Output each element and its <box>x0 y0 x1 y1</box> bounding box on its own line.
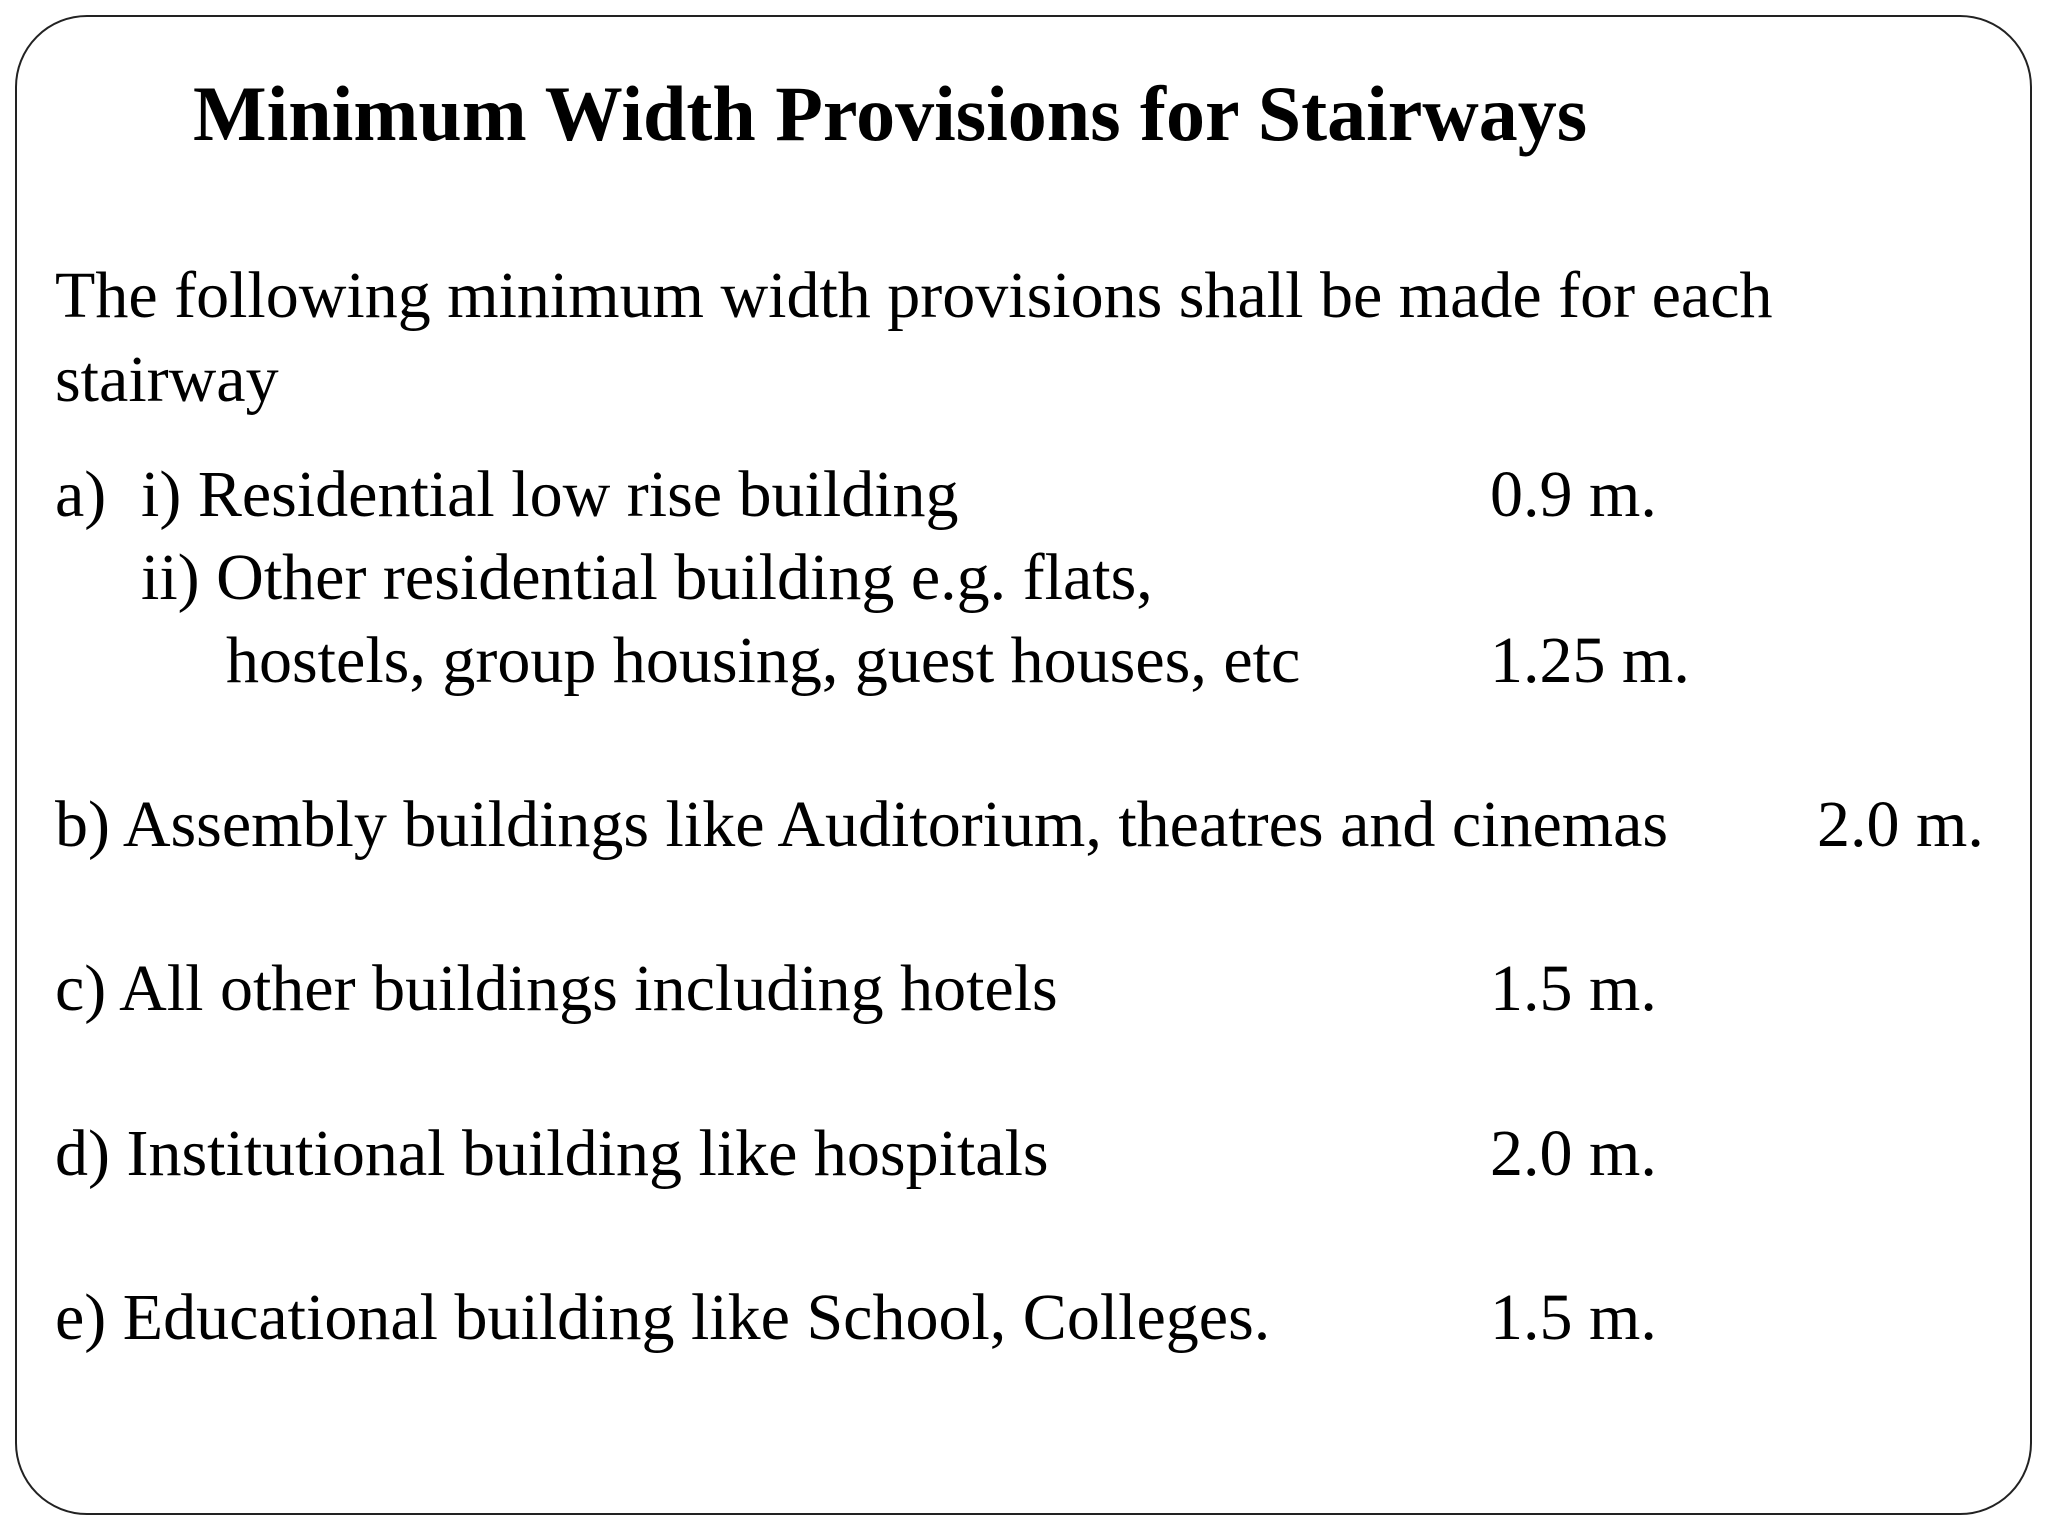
page-title: Minimum Width Provisions for Stairways <box>193 70 1588 157</box>
item-a-marker: a) <box>55 458 107 531</box>
item-a-ii-value: 1.25 m. <box>1490 624 1690 697</box>
item-d-value: 2.0 m. <box>1490 1117 1657 1190</box>
item-b-label: b) Assembly buildings like Auditorium, theatres and cinemas <box>55 788 1669 861</box>
item-b-value: 2.0 m. <box>1817 788 1984 861</box>
item-d-label: d) Institutional building like hospitals <box>55 1117 1049 1190</box>
item-a-i-value: 0.9 m. <box>1490 458 1657 531</box>
intro-line-1: The following minimum width provisions shall be made for each <box>55 259 1773 332</box>
item-c-label: c) All other buildings including hotels <box>55 952 1058 1025</box>
item-c-value: 1.5 m. <box>1490 952 1657 1025</box>
item-e-label: e) Educational building like School, Colleges. <box>55 1281 1271 1354</box>
item-a-ii-label-line2: hostels, group housing, guest houses, etc <box>226 624 1301 697</box>
intro-line-2: stairway <box>55 343 279 416</box>
item-e-value: 1.5 m. <box>1490 1281 1657 1354</box>
item-a-i-label: i) Residential low rise building <box>141 458 959 531</box>
item-a-ii-label-line1: ii) Other residential building e.g. flats, <box>141 541 1153 614</box>
